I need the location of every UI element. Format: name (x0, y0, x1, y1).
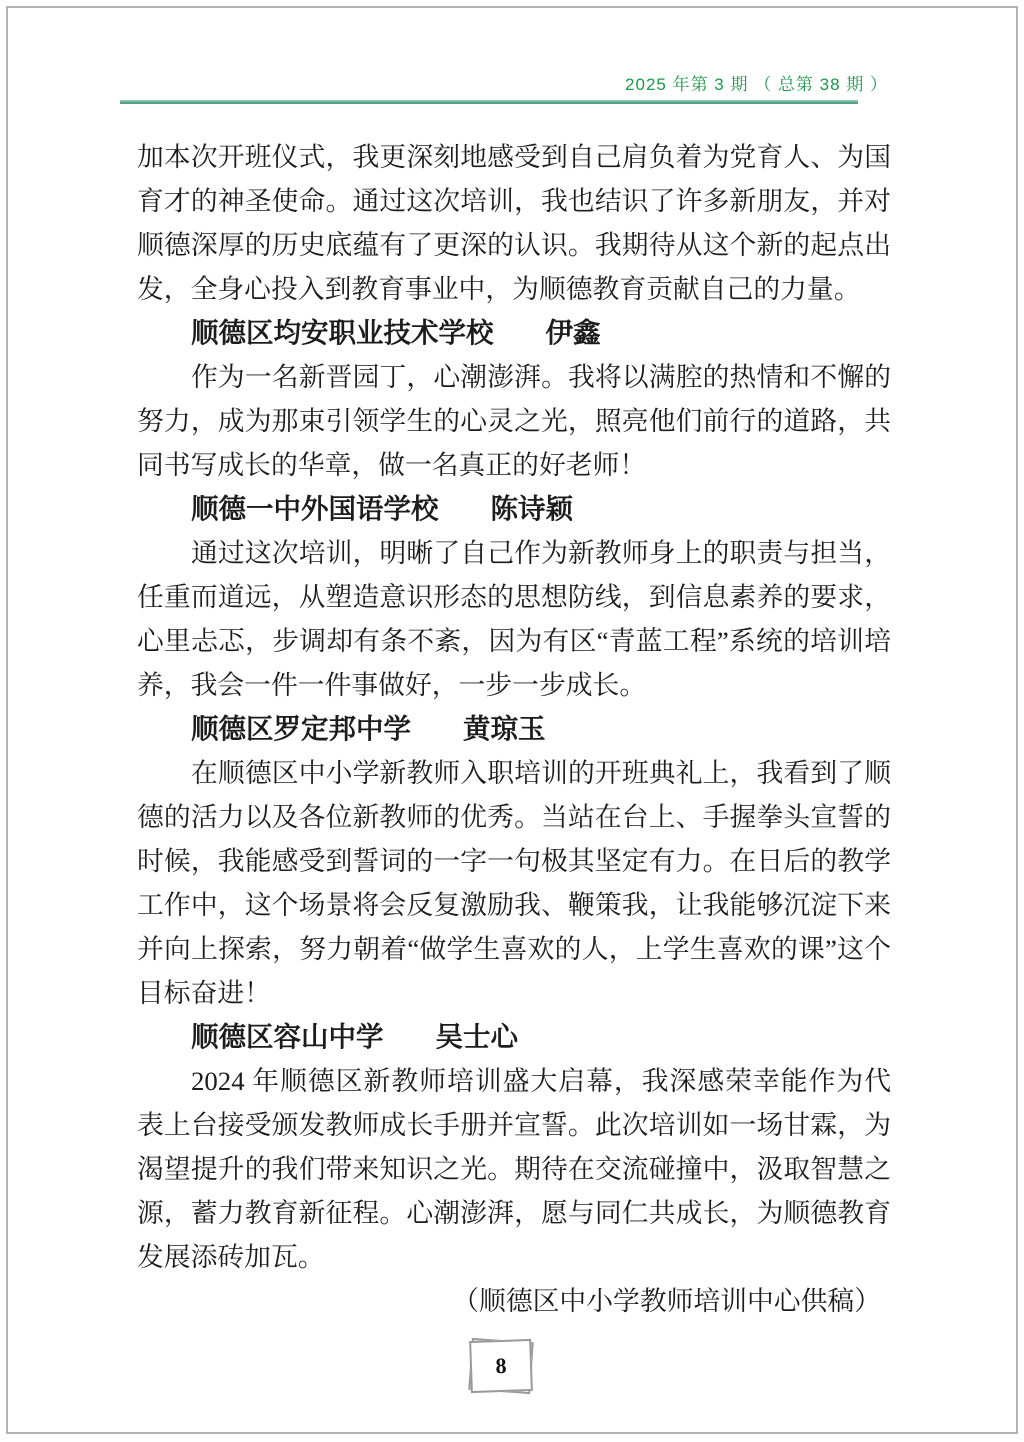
school-name: 顺德区均安职业技术学校 (191, 317, 494, 348)
paragraph: 在顺德区中小学新教师入职培训的开班典礼上，我看到了顺德的活力以及各位新教师的优秀。当站在台上、手握拳头宣誓的时候，我能感受到誓词的一字一句极其坚定有力。在日后的教学工作中，这个场景将会反复激励我、鞭策我，让我能够沉淀下来并向上探索，努力朝着“做学生喜欢的人，上学生喜欢的课”这个目标奋进！ (137, 758, 891, 1008)
section-heading (137, 1015, 891, 1059)
issue-label: 2025 年第 3 期 （ 总第 38 期 ） (625, 75, 888, 94)
school-name: 顺德区容山中学 (191, 1021, 384, 1052)
page-number-box (467, 1337, 535, 1395)
attribution: （顺德区中小学教师培训中心供稿） (452, 1286, 881, 1316)
page-number-box-front (469, 1339, 533, 1393)
article-body (137, 135, 891, 1323)
paragraph: 通过这次培训，明晰了自己作为新教师身上的职责与担当，任重而道远，从塑造意识形态的思想防线，到信息素养的要求，心里忐忑，步调却有条不紊，因为有区“青蓝工程”系统的培训培养，我会一件一件事做好，一步一步成长。 (137, 538, 891, 700)
section-heading (137, 707, 891, 751)
paragraph: 作为一名新晋园丁，心潮澎湃。我将以满腔的热情和不懈的努力，成为那束引领学生的心灵之光，照亮他们前行的道路，共同书写成长的华章，做一名真正的好老师！ (137, 362, 891, 480)
section-heading (137, 311, 891, 355)
section-heading (137, 487, 891, 531)
school-name: 顺德一中外国语学校 (191, 493, 439, 524)
author-name: 吴士心 (435, 1021, 518, 1052)
author-name: 伊鑫 (545, 317, 601, 348)
school-name: 顺德区罗定邦中学 (191, 713, 411, 744)
author-name: 黄琼玉 (463, 713, 546, 744)
header-rule (120, 100, 858, 104)
paragraph: 2024 年顺德区新教师培训盛大启幕，我深感荣幸能作为代表上台接受颁发教师成长手册并宣誓。此次培训如一场甘霖，为渴望提升的我们带来知识之光。期待在交流碰撞中，汲取智慧之源，蓄力教育新征程。心潮澎湃，愿与同仁共成长，为顺德教育发展添砖加瓦。 (137, 1066, 891, 1272)
paragraph: 加本次开班仪式，我更深刻地感受到自己肩负着为党育人、为国育才的神圣使命。通过这次培训，我也结识了许多新朋友，并对顺德深厚的历史底蕴有了更深的认识。我期待从这个新的起点出发，全身心投入到教育事业中，为顺德教育贡献自己的力量。 (137, 142, 891, 304)
author-name: 陈诗颖 (490, 493, 573, 524)
page-number: 8 (495, 1352, 507, 1379)
